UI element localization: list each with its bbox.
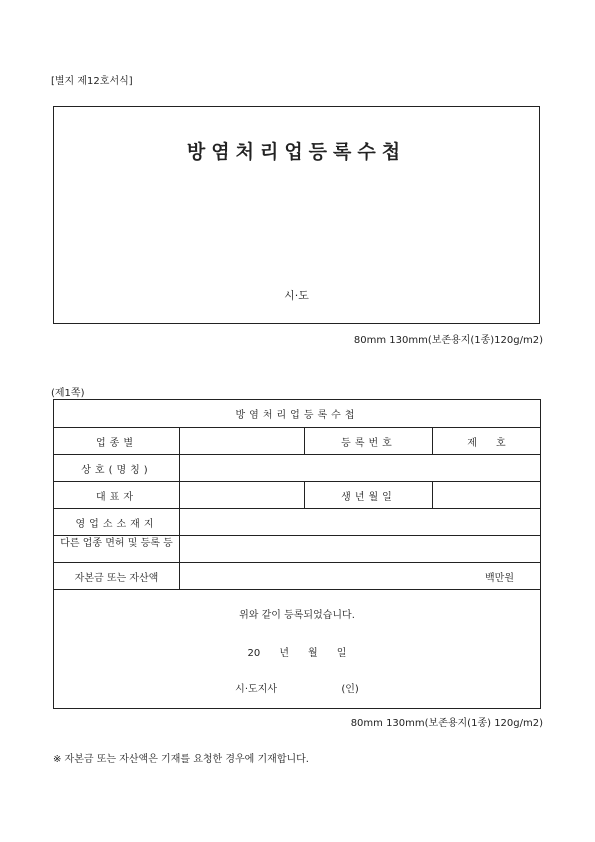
table-row [54, 536, 540, 563]
office-address-value [179, 509, 540, 535]
cover-box [53, 106, 540, 324]
page-label: (제1쪽) [51, 388, 85, 399]
registration-no-value: 제 호 [432, 428, 540, 454]
form-label: [별지 제12호서식] [51, 76, 133, 87]
capital-label: 자본금 또는 자산액 [74, 572, 159, 584]
table-row [54, 428, 540, 455]
business-type-label: 업종별 [96, 437, 137, 449]
registration-card [53, 399, 541, 709]
business-type-value [179, 428, 304, 454]
table-row [54, 563, 540, 590]
card-title: 방염처리업등록수첩 [235, 410, 359, 421]
cover-title: 방염처리업등록수첩 [186, 141, 407, 163]
seal-mark: (인) [341, 684, 359, 695]
office-address-label: 영업소소재지 [75, 518, 158, 530]
footnote: ※ 자본금 또는 자산액은 기재를 요청한 경우에 기재합니다. [53, 754, 309, 765]
other-license-value [179, 536, 540, 562]
cover-size-note: 80mm 130mm(보존용지(1종)120g/m2) [353, 335, 543, 346]
card-title-row [54, 400, 540, 428]
representative-label: 대표자 [96, 491, 137, 503]
representative-value [179, 482, 304, 508]
capital-unit: 백만원 [485, 572, 514, 584]
cover-issuer: 시·도 [284, 289, 309, 302]
signer: 시·도지사 [235, 684, 277, 695]
birth-date-value [432, 482, 540, 508]
capital-value [179, 563, 540, 589]
table-row [54, 455, 540, 482]
statement: 위와 같이 등록되었습니다. [239, 610, 355, 621]
birth-date-label: 생년월일 [304, 482, 432, 508]
card-size-note: 80mm 130mm(보존용지(1종) 120g/m2) [350, 718, 543, 729]
registration-no-label: 등록번호 [304, 428, 432, 454]
signer-line [54, 680, 540, 695]
date-line: 20 년 월 일 [247, 648, 347, 659]
trade-name-label: 상호(명칭) [81, 464, 152, 476]
table-row [54, 482, 540, 509]
trade-name-value [179, 455, 540, 481]
table-row [54, 509, 540, 536]
other-license-label: 다른 업종 면허 및 등록 등 [60, 538, 173, 549]
